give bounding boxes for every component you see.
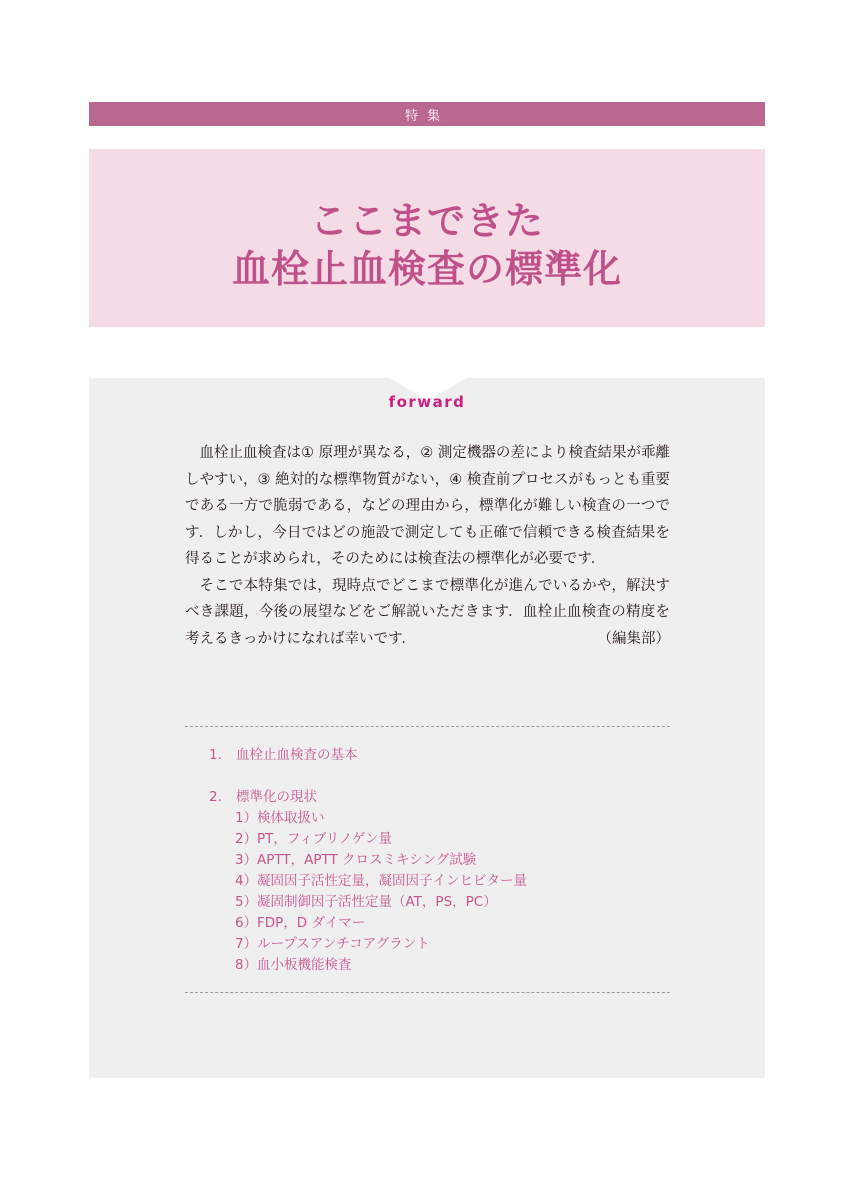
toc-subitem[interactable]: 4）凝固因子活性定量，凝固因子インヒビター量	[235, 873, 527, 889]
forward-paragraph-1: 血栓止血検査は① 原理が異なる，② 測定機器の差により検査結果が乖離しやすい，③ 絶対的な標準物質がない，④ 検査前プロセスがもっとも重要である一方で脆弱である，などの理由から，標準化が難しい検査の一つです．しかし，今日ではどの施設で測定しても正確で信頼できる検査結果を得ることが求められ，そのためには検査法の標準化が必要です．	[185, 445, 670, 567]
toc-subitem[interactable]: 3）APTT，APTT クロスミキシング試験	[235, 852, 477, 868]
toc-item-label: 標準化の現状	[236, 789, 317, 805]
title-line-2: 血栓止血検査の標準化	[231, 247, 622, 291]
toc-subitem[interactable]: 8）血小板機能検査	[235, 957, 352, 973]
forward-paragraph-2: そこで本特集では，現時点でどこまで標準化が進んでいるかや，解決すべき課題，今後の展望などをご解説いただきます．血栓止血検査の精度を考えるきっかけになれば幸いです．	[185, 577, 670, 647]
toc-subitem[interactable]: 5）凝固制御因子活性定量（AT，PS，PC）	[235, 894, 497, 910]
divider-bottom	[185, 992, 670, 993]
section-label: 特集	[404, 108, 449, 124]
table-of-contents	[209, 745, 527, 976]
toc-item[interactable]: 2. 標準化の現状	[209, 789, 317, 805]
toc-item-label: 血栓止血検査の基本	[236, 747, 358, 763]
title-line-1: ここまできた	[309, 199, 544, 243]
toc-item[interactable]: 1. 血栓止血検査の基本	[209, 747, 358, 763]
toc-subitem[interactable]: 1）検体取扱い	[235, 810, 325, 826]
section-band	[89, 102, 765, 126]
forward-text	[185, 440, 670, 652]
toc-subitem[interactable]: 6）FDP，D ダイマー	[235, 915, 366, 931]
toc-subitem[interactable]: 2）PT，フィブリノゲン量	[235, 831, 393, 847]
toc-subitem[interactable]: 7）ループスアンチコアグラント	[235, 936, 430, 952]
title-box	[89, 149, 765, 327]
forward-heading: forward	[388, 393, 466, 411]
forward-signature: （編集部）	[597, 630, 670, 647]
toc-subitems	[209, 808, 527, 976]
divider-top	[185, 726, 670, 727]
